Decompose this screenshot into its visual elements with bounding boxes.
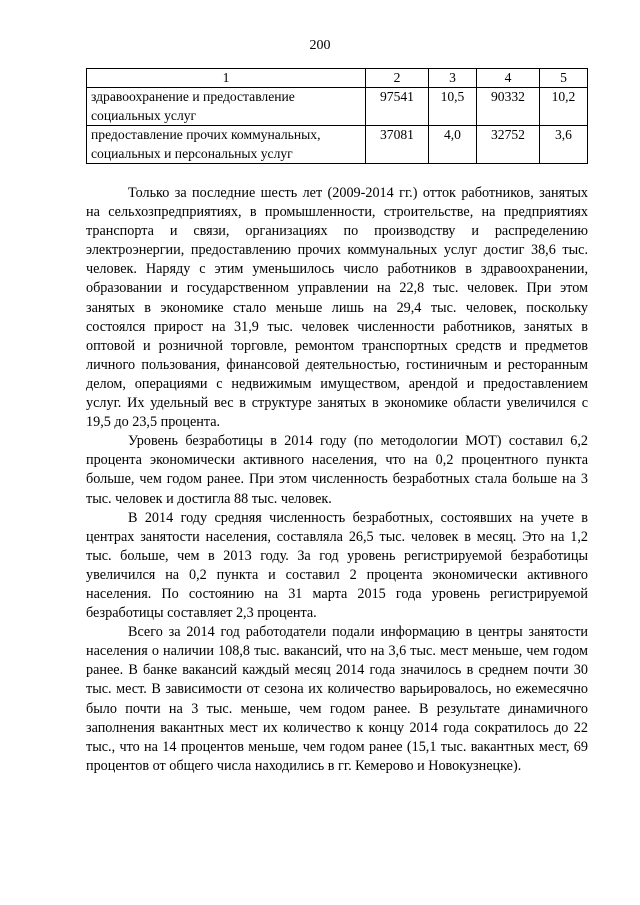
- table-cell: 37081: [366, 126, 429, 164]
- table-header-cell: 1: [87, 69, 366, 88]
- page-number: 200: [309, 38, 331, 53]
- table-row: [87, 88, 588, 126]
- table-header-cell: 3: [428, 69, 476, 88]
- table-cell: 97541: [366, 88, 429, 126]
- table-header-cell: 5: [539, 69, 587, 88]
- paragraph: Только за последние шесть лет (2009-2014 гг.) отток работников, занятых на сельхозпредприятиях, в промышленности, строительстве, на предприятиях транспорта и связи, организациях по производству и распределению электроэнергии, предоставлению прочих коммунальных услуг достиг 38,6 тыс. человек. Наряду с этим уменьшилось число работников в здравоохранении, образовании и государственном управлении на 22,8 тыс. человек. При этом занятых в экономике стало меньше лишь на 29,4 тыс. человек, поскольку состоялся прирост на 31,9 тыс. человек численности работников, занятых в оптовой и розничной торговле, ремонтом транспортных средств и предметов личного пользования, финансовой деятельностью, гостиничным и ресторанным делом, операциями с недвижимым имуществом, арендой и предоставлением услуг. Их удельный вес в структуре занятых в экономике области увеличился с 19,5 до 23,5 процента.: [86, 185, 588, 431]
- table-cell: 32752: [476, 126, 539, 164]
- paragraph: Уровень безработицы в 2014 году (по методологии МОТ) составил 6,2 процента экономически активного населения, что на 0,2 процентного пункта больше, чем годом ранее. При этом численность безработных стала больше на 3 тыс. человек и достигла 88 тыс. человек.: [86, 433, 588, 507]
- table-cell: 10,5: [428, 88, 476, 126]
- body-text: [86, 184, 588, 776]
- table-cell: 90332: [476, 88, 539, 126]
- paragraph: В 2014 году средняя численность безработных, состоявших на учете в центрах занятости населения, составляла 26,5 тыс. человек в месяц. Это на 1,2 тыс. больше, чем в 2013 году. За год уровень регистрируемой безработицы увеличился на 0,2 пункта и составил 2 процента экономически активного населения. По состоянию на 31 марта 2015 года уровень регистрируемой безработицы составляет 2,3 процента.: [86, 509, 588, 622]
- table-cell: предоставление прочих коммунальных, социальных и персональных услуг: [87, 126, 366, 164]
- paragraph: Всего за 2014 год работодатели подали информацию в центры занятости населения о наличии 108,8 тыс. вакансий, что на 3,6 тыс. мест меньше, чем годом ранее. В банке вакансий каждый месяц 2014 года значилось в среднем почти 30 тыс. мест. В зависимости от сезона их количество варьировалось, но ежемесячно было почти на 3 тыс. меньше, чем годом ранее. В результате динамичного заполнения вакантных мест их количество к концу 2014 года сократилось до 22 тыс., что на 14 процентов меньше, чем годом ранее (15,1 тыс. вакантных мест, 69 процентов от общего числа находились в гг. Кемерово и Новокузнецке).: [86, 624, 588, 774]
- table-cell: 3,6: [539, 126, 587, 164]
- table-cell: 4,0: [428, 126, 476, 164]
- table-cell: здравоохранение и предоставление социальных услуг: [87, 88, 366, 126]
- table-header-row: [87, 69, 588, 88]
- table-row: [87, 126, 588, 164]
- table-header-cell: 4: [476, 69, 539, 88]
- table-cell: 10,2: [539, 88, 587, 126]
- data-table: [86, 68, 588, 164]
- table-header-cell: 2: [366, 69, 429, 88]
